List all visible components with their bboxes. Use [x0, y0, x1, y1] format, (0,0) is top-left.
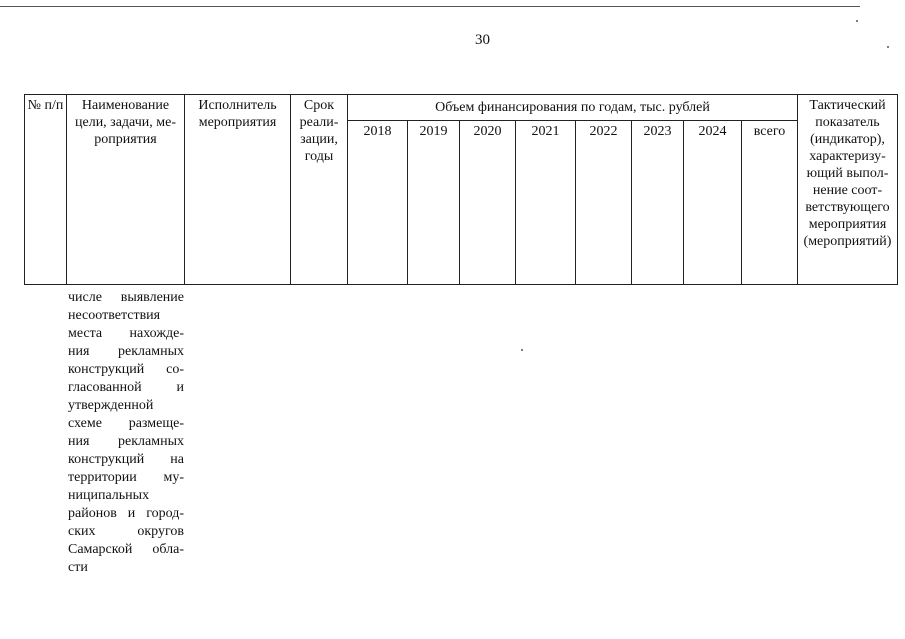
year-cell: 2019 — [408, 121, 460, 285]
scan-speck — [887, 46, 889, 48]
year-cell: 2018 — [348, 121, 408, 285]
year-cell: 2023 — [632, 121, 684, 285]
continuation-text — [68, 289, 184, 577]
text-line: Самарской обла- — [68, 542, 184, 557]
header-executor: Исполнитель мероприятия — [185, 95, 291, 285]
text-line: сти — [68, 560, 88, 575]
page-number: 30 — [475, 32, 490, 48]
header-name: Наименование цели, задачи, мероприятия — [67, 95, 185, 285]
scan-speck — [856, 20, 858, 22]
text-line: ских округов — [68, 524, 184, 539]
text-line: гласованной и — [68, 380, 184, 395]
header-number: № п/п — [25, 95, 67, 285]
financing-table — [24, 94, 898, 285]
scan-speck — [521, 349, 523, 351]
text-line: ния рекламных — [68, 344, 184, 359]
text-line: конструкций со- — [68, 362, 184, 377]
text-line: схеме размеще- — [68, 416, 184, 431]
text-line: ния рекламных — [68, 434, 184, 449]
text-line: места нахожде- — [68, 326, 184, 341]
text-line: ниципальных — [68, 488, 150, 503]
year-cell: 2024 — [684, 121, 742, 285]
header-term: Срок реализации, годы — [291, 95, 348, 285]
text-line: утвержденной — [68, 398, 154, 413]
text-line: районов и город- — [68, 506, 184, 521]
text-line: числе выявление — [68, 290, 184, 305]
total-cell: всего — [742, 121, 798, 285]
year-cell: 2022 — [576, 121, 632, 285]
year-cell: 2020 — [460, 121, 516, 285]
text-line: конструкций на — [68, 452, 184, 467]
header-indicator: Тактический показатель (индикатор), характеризующий выполнение соответствующего мероприятия (мероприятий) — [798, 95, 898, 285]
year-cell: 2021 — [516, 121, 576, 285]
top-rule — [0, 6, 860, 7]
text-line: территории му- — [68, 470, 184, 485]
header-financing: Объем финансирования по годам, тыс. рублей — [348, 95, 798, 121]
text-line: несоответствия — [68, 308, 161, 323]
